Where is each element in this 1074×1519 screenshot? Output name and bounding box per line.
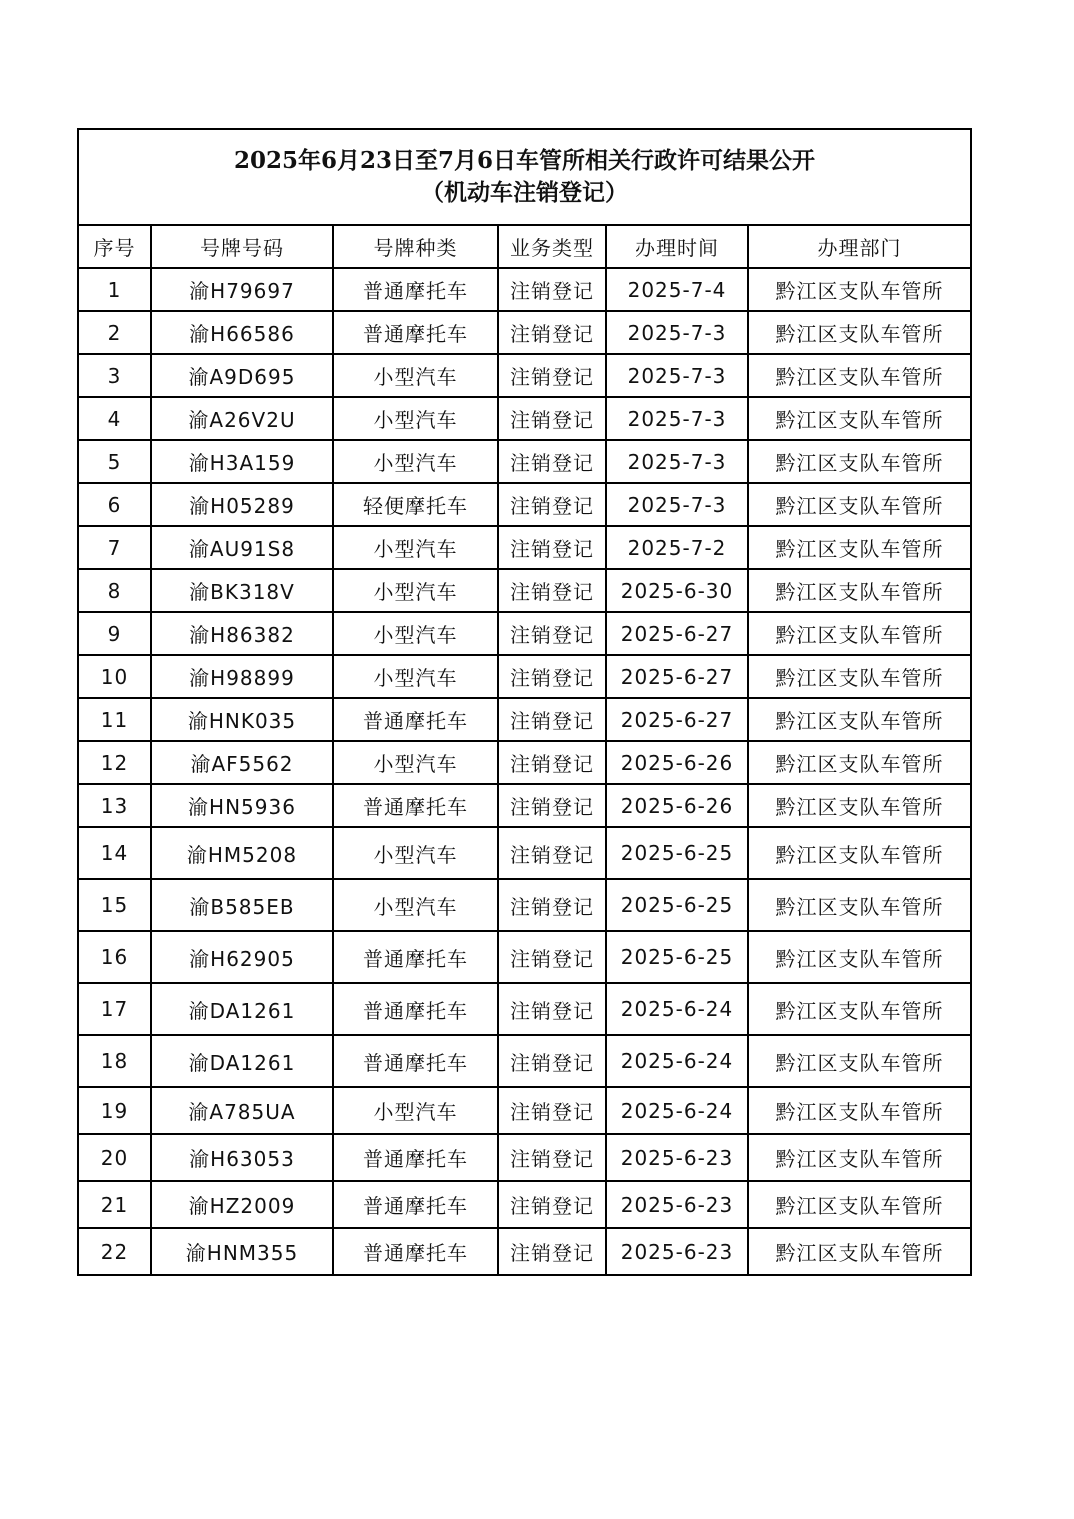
cell-department: 黔江区支队车管所 [748, 1035, 971, 1087]
cell-plate-type: 小型汽车 [333, 397, 498, 440]
cell-department: 黔江区支队车管所 [748, 741, 971, 784]
cell-process-date: 2025-6-26 [606, 741, 748, 784]
cell-index: 17 [78, 983, 151, 1035]
cell-department: 黔江区支队车管所 [748, 983, 971, 1035]
cell-department: 黔江区支队车管所 [748, 311, 971, 354]
cell-business-type: 注销登记 [498, 1134, 606, 1181]
cell-plate-number: 渝H63053 [151, 1134, 333, 1181]
cell-business-type: 注销登记 [498, 354, 606, 397]
cell-business-type: 注销登记 [498, 698, 606, 741]
cell-process-date: 2025-6-25 [606, 827, 748, 879]
cell-department: 黔江区支队车管所 [748, 440, 971, 483]
table-row [78, 483, 971, 526]
cell-process-date: 2025-7-3 [606, 354, 748, 397]
table-row [78, 612, 971, 655]
cell-plate-number: 渝H86382 [151, 612, 333, 655]
cell-process-date: 2025-7-2 [606, 526, 748, 569]
cell-business-type: 注销登记 [498, 983, 606, 1035]
table-row [78, 440, 971, 483]
table-row [78, 1228, 971, 1275]
cell-plate-number: 渝HNM355 [151, 1228, 333, 1275]
page-title: 2025年6月23日至7月6日车管所相关行政许可结果公开 [233, 147, 816, 174]
table-row [78, 784, 971, 827]
cell-plate-type: 普通摩托车 [333, 1134, 498, 1181]
cell-plate-number: 渝B585EB [151, 879, 333, 931]
cell-department: 黔江区支队车管所 [748, 1181, 971, 1228]
table-row [78, 1181, 971, 1228]
table-row [78, 354, 971, 397]
cell-plate-type: 小型汽车 [333, 1087, 498, 1134]
cell-plate-number: 渝HM5208 [151, 827, 333, 879]
cell-business-type: 注销登记 [498, 397, 606, 440]
header-business-type: 业务类型 [498, 225, 606, 268]
cell-index: 4 [78, 397, 151, 440]
cell-plate-type: 小型汽车 [333, 879, 498, 931]
table-row [78, 655, 971, 698]
cell-department: 黔江区支队车管所 [748, 1228, 971, 1275]
cell-plate-type: 普通摩托车 [333, 784, 498, 827]
cell-plate-number: 渝DA1261 [151, 1035, 333, 1087]
cell-plate-type: 小型汽车 [333, 655, 498, 698]
cell-process-date: 2025-7-3 [606, 311, 748, 354]
cell-process-date: 2025-6-27 [606, 612, 748, 655]
cell-index: 6 [78, 483, 151, 526]
cell-department: 黔江区支队车管所 [748, 268, 971, 311]
cell-index: 11 [78, 698, 151, 741]
cell-plate-type: 轻便摩托车 [333, 483, 498, 526]
cell-index: 9 [78, 612, 151, 655]
cell-plate-type: 普通摩托车 [333, 311, 498, 354]
table-row [78, 526, 971, 569]
cell-index: 22 [78, 1228, 151, 1275]
cell-plate-number: 渝H66586 [151, 311, 333, 354]
cell-index: 20 [78, 1134, 151, 1181]
cell-index: 15 [78, 879, 151, 931]
cell-process-date: 2025-6-27 [606, 655, 748, 698]
cell-process-date: 2025-6-27 [606, 698, 748, 741]
cell-index: 16 [78, 931, 151, 983]
cell-department: 黔江区支队车管所 [748, 784, 971, 827]
table-header-row [78, 225, 971, 268]
table-row [78, 1134, 971, 1181]
cell-plate-number: 渝HNK035 [151, 698, 333, 741]
cell-process-date: 2025-6-26 [606, 784, 748, 827]
cell-process-date: 2025-7-3 [606, 440, 748, 483]
table-row [78, 311, 971, 354]
cell-plate-number: 渝A9D695 [151, 354, 333, 397]
cell-plate-number: 渝H05289 [151, 483, 333, 526]
cell-index: 10 [78, 655, 151, 698]
cell-business-type: 注销登记 [498, 268, 606, 311]
header-plate-type: 号牌种类 [333, 225, 498, 268]
cell-business-type: 注销登记 [498, 1181, 606, 1228]
cell-index: 8 [78, 569, 151, 612]
cell-plate-type: 普通摩托车 [333, 1181, 498, 1228]
cell-process-date: 2025-6-24 [606, 983, 748, 1035]
header-plate-number: 号牌号码 [151, 225, 333, 268]
cell-plate-type: 小型汽车 [333, 569, 498, 612]
cell-index: 2 [78, 311, 151, 354]
cell-business-type: 注销登记 [498, 741, 606, 784]
cell-plate-number: 渝AF5562 [151, 741, 333, 784]
cell-plate-type: 普通摩托车 [333, 1228, 498, 1275]
cell-process-date: 2025-7-3 [606, 483, 748, 526]
cell-department: 黔江区支队车管所 [748, 827, 971, 879]
cell-plate-number: 渝A785UA [151, 1087, 333, 1134]
registration-table [77, 128, 972, 1276]
cell-department: 黔江区支队车管所 [748, 931, 971, 983]
header-process-date: 办理时间 [606, 225, 748, 268]
cell-index: 13 [78, 784, 151, 827]
table-row [78, 569, 971, 612]
cell-plate-number: 渝H98899 [151, 655, 333, 698]
cell-plate-number: 渝H3A159 [151, 440, 333, 483]
table-row [78, 983, 971, 1035]
cell-index: 7 [78, 526, 151, 569]
cell-index: 12 [78, 741, 151, 784]
cell-department: 黔江区支队车管所 [748, 1134, 971, 1181]
cell-plate-number: 渝BK318V [151, 569, 333, 612]
cell-plate-type: 普通摩托车 [333, 698, 498, 741]
cell-process-date: 2025-6-24 [606, 1035, 748, 1087]
cell-plate-type: 普通摩托车 [333, 931, 498, 983]
table-row [78, 268, 971, 311]
cell-plate-type: 普通摩托车 [333, 1035, 498, 1087]
cell-plate-type: 小型汽车 [333, 827, 498, 879]
table-row [78, 1035, 971, 1087]
cell-plate-type: 小型汽车 [333, 354, 498, 397]
cell-department: 黔江区支队车管所 [748, 612, 971, 655]
cell-business-type: 注销登记 [498, 655, 606, 698]
cell-plate-type: 小型汽车 [333, 612, 498, 655]
cell-plate-number: 渝HN5936 [151, 784, 333, 827]
cell-process-date: 2025-7-4 [606, 268, 748, 311]
cell-plate-number: 渝AU91S8 [151, 526, 333, 569]
cell-business-type: 注销登记 [498, 612, 606, 655]
cell-index: 18 [78, 1035, 151, 1087]
cell-department: 黔江区支队车管所 [748, 354, 971, 397]
cell-business-type: 注销登记 [498, 311, 606, 354]
cell-process-date: 2025-6-24 [606, 1087, 748, 1134]
cell-department: 黔江区支队车管所 [748, 698, 971, 741]
header-department: 办理部门 [748, 225, 971, 268]
cell-plate-type: 普通摩托车 [333, 268, 498, 311]
cell-index: 14 [78, 827, 151, 879]
cell-process-date: 2025-6-30 [606, 569, 748, 612]
cell-plate-number: 渝A26V2U [151, 397, 333, 440]
cell-plate-number: 渝HZ2009 [151, 1181, 333, 1228]
cell-business-type: 注销登记 [498, 1035, 606, 1087]
cell-business-type: 注销登记 [498, 440, 606, 483]
cell-department: 黔江区支队车管所 [748, 569, 971, 612]
page-subtitle: （机动车注销登记） [421, 179, 628, 206]
cell-index: 19 [78, 1087, 151, 1134]
cell-business-type: 注销登记 [498, 931, 606, 983]
cell-business-type: 注销登记 [498, 526, 606, 569]
table-row [78, 931, 971, 983]
cell-business-type: 注销登记 [498, 483, 606, 526]
cell-process-date: 2025-7-3 [606, 397, 748, 440]
cell-index: 21 [78, 1181, 151, 1228]
cell-business-type: 注销登记 [498, 1087, 606, 1134]
cell-process-date: 2025-6-23 [606, 1134, 748, 1181]
cell-department: 黔江区支队车管所 [748, 655, 971, 698]
header-index: 序号 [78, 225, 151, 268]
cell-plate-type: 小型汽车 [333, 741, 498, 784]
cell-business-type: 注销登记 [498, 1228, 606, 1275]
table-row [78, 741, 971, 784]
cell-plate-number: 渝H62905 [151, 931, 333, 983]
table-row [78, 1087, 971, 1134]
cell-business-type: 注销登记 [498, 569, 606, 612]
table-row [78, 879, 971, 931]
cell-department: 黔江区支队车管所 [748, 879, 971, 931]
cell-index: 1 [78, 268, 151, 311]
table-title [78, 129, 971, 225]
cell-index: 3 [78, 354, 151, 397]
cell-department: 黔江区支队车管所 [748, 483, 971, 526]
cell-plate-type: 小型汽车 [333, 526, 498, 569]
cell-plate-type: 小型汽车 [333, 440, 498, 483]
cell-process-date: 2025-6-25 [606, 931, 748, 983]
table-row [78, 698, 971, 741]
cell-department: 黔江区支队车管所 [748, 1087, 971, 1134]
cell-process-date: 2025-6-25 [606, 879, 748, 931]
cell-department: 黔江区支队车管所 [748, 526, 971, 569]
cell-index: 5 [78, 440, 151, 483]
cell-plate-number: 渝DA1261 [151, 983, 333, 1035]
cell-plate-type: 普通摩托车 [333, 983, 498, 1035]
cell-business-type: 注销登记 [498, 784, 606, 827]
cell-business-type: 注销登记 [498, 879, 606, 931]
cell-process-date: 2025-6-23 [606, 1181, 748, 1228]
cell-plate-number: 渝H79697 [151, 268, 333, 311]
cell-department: 黔江区支队车管所 [748, 397, 971, 440]
table-row [78, 397, 971, 440]
cell-process-date: 2025-6-23 [606, 1228, 748, 1275]
cell-business-type: 注销登记 [498, 827, 606, 879]
table-row [78, 827, 971, 879]
